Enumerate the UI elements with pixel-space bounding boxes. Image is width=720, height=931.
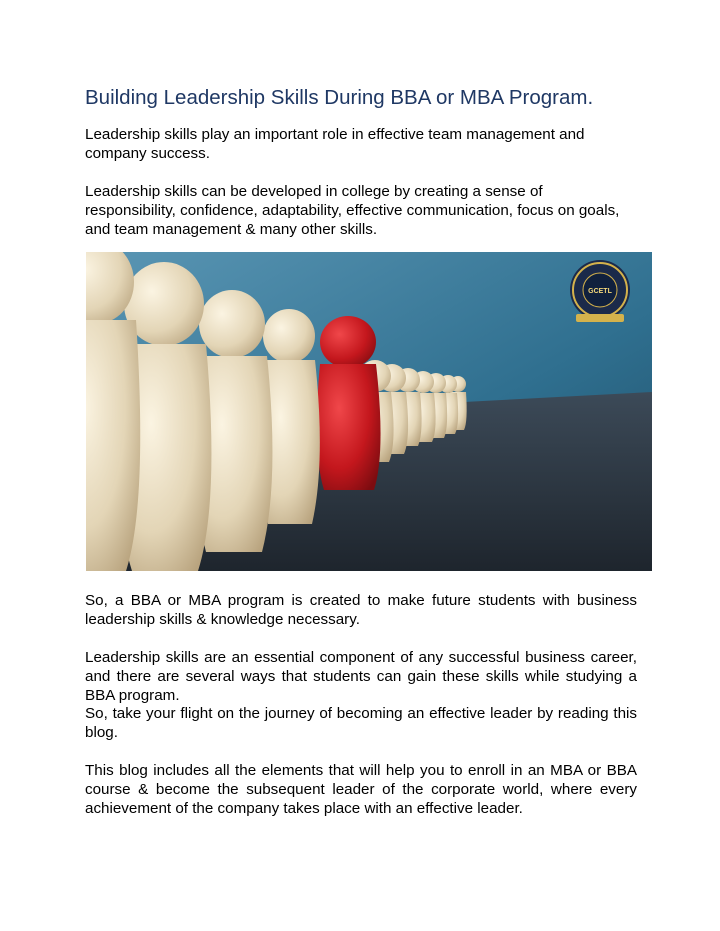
- red-pawn: [317, 316, 381, 490]
- career-paragraph: Leadership skills are an essential component of any successful business career, and there are several ways that students can gain these skills while studying a BBA program.: [85, 649, 637, 705]
- page-title: Building Leadership Skills During BBA or MBA Program.: [85, 86, 594, 109]
- hero-image: [86, 252, 652, 571]
- blog-summary-paragraph: This blog includes all the elements that will help you to enroll in an MBA or BBA course & become the subsequent leader of the corporate world, where every achievement of the company takes place with an effective leader.: [85, 762, 637, 818]
- development-paragraph: Leadership skills can be developed in college by creating a sense of responsibility, confidence, adaptability, effective communication, focus on goals, and team management & many other skills.: [85, 183, 620, 239]
- journey-paragraph: So, take your flight on the journey of becoming an effective leader by reading this blog.: [85, 705, 637, 742]
- program-paragraph: So, a BBA or MBA program is created to make future students with business leadership skills & knowledge necessary.: [85, 592, 637, 629]
- seal-logo-text: GCETL: [588, 288, 612, 295]
- intro-paragraph: Leadership skills play an important role in effective team management and company success.: [85, 126, 585, 163]
